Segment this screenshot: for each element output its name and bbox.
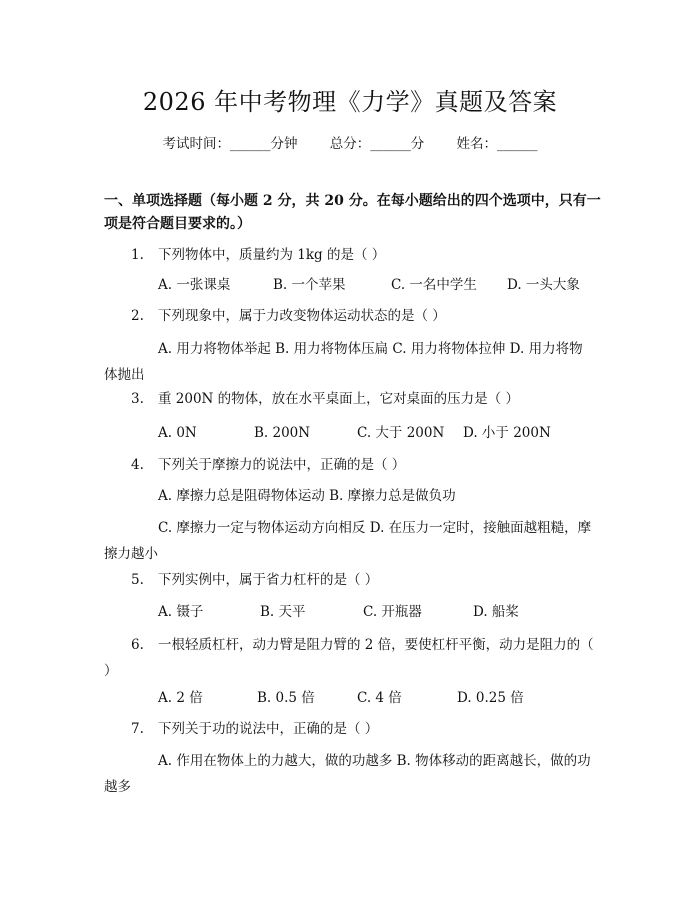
- total-score-field: 总分：______分: [329, 136, 425, 152]
- option-d: D. 船桨: [473, 604, 519, 620]
- option-c: C. 一名中学生: [391, 277, 477, 293]
- option-d: D. 一头大象: [507, 277, 580, 293]
- option-b: B. 200N: [254, 425, 311, 441]
- question-text: 下列现象中，属于力改变物体运动状态的是（ ）: [158, 308, 446, 324]
- question-6: [104, 632, 594, 684]
- question-7-options: A. 作用在物体上的力越大，做的功越多 B. 物体移动的距离越长，做的功越多: [104, 753, 591, 795]
- question-5: [131, 568, 378, 592]
- option-b: B. 0.5 倍: [257, 690, 315, 706]
- question-number: 1.: [131, 247, 144, 263]
- exam-time-field: 考试时间：______分钟: [162, 136, 298, 152]
- option-b: B. 一个苹果: [273, 277, 346, 293]
- question-4-options-line-1: A. 摩擦力总是阻碍物体运动 B. 摩擦力总是做负功: [158, 488, 456, 504]
- question-number: 5.: [131, 572, 144, 588]
- question-number: 3.: [131, 391, 144, 407]
- question-text: 下列关于摩擦力的说法中，正确的是（ ）: [158, 457, 406, 473]
- option-c: C. 4 倍: [357, 690, 402, 706]
- exam-meta: [0, 132, 700, 152]
- question-text: 下列实例中，属于省力杠杆的是（ ）: [158, 572, 379, 588]
- option-a: A. 2 倍: [158, 690, 203, 706]
- option-b: B. 天平: [260, 604, 306, 620]
- question-6-options: [158, 686, 524, 710]
- question-text: 下列物体中，质量约为 1kg 的是（ ）: [158, 247, 386, 263]
- question-number: 7.: [131, 721, 144, 737]
- option-c: C. 大于 200N: [357, 425, 445, 441]
- option-d: D. 0.25 倍: [457, 690, 524, 706]
- question-number: 2.: [131, 308, 144, 324]
- option-a: A. 一张课桌: [158, 277, 231, 293]
- question-text: 重 200N 的物体，放在水平桌面上，它对桌面的压力是（ ）: [158, 391, 519, 407]
- question-number: 4.: [131, 457, 144, 473]
- question-2-options: A. 用力将物体举起 B. 用力将物体压扁 C. 用力将物体拉伸 D. 用力将物体抛出: [104, 341, 583, 383]
- page-title: 2026 年中考物理《力学》真题及答案: [142, 88, 558, 116]
- student-name-field: 姓名：______: [456, 136, 538, 152]
- question-4-options-line-2: C. 摩擦力一定与物体运动方向相反 D. 在压力一定时，接触面越粗糙，摩擦力越小: [104, 520, 592, 562]
- question-7: [131, 717, 378, 741]
- question-1-options: [158, 273, 580, 297]
- question-4: [131, 453, 405, 477]
- option-d: D. 小于 200N: [463, 425, 551, 441]
- question-text: 下列关于功的说法中，正确的是（ ）: [158, 721, 379, 737]
- option-c: C. 开瓶器: [363, 604, 422, 620]
- section-heading: 一、单项选择题（每小题 2 分，共 20 分。在每小题给出的四个选项中，只有一项是符合题目要求的。）: [104, 193, 601, 232]
- question-2: [131, 304, 446, 328]
- question-1: [131, 243, 385, 267]
- question-number: 6.: [131, 637, 144, 653]
- question-5-options: [158, 600, 519, 624]
- question-3: [131, 387, 519, 411]
- option-a: A. 镊子: [158, 604, 204, 620]
- question-text: 一根轻质杠杆，动力臂是阻力臂的 2 倍，要使杠杆平衡，动力是阻力的（ ）: [104, 637, 594, 679]
- question-3-options: [158, 421, 551, 445]
- option-a: A. 0N: [158, 425, 197, 441]
